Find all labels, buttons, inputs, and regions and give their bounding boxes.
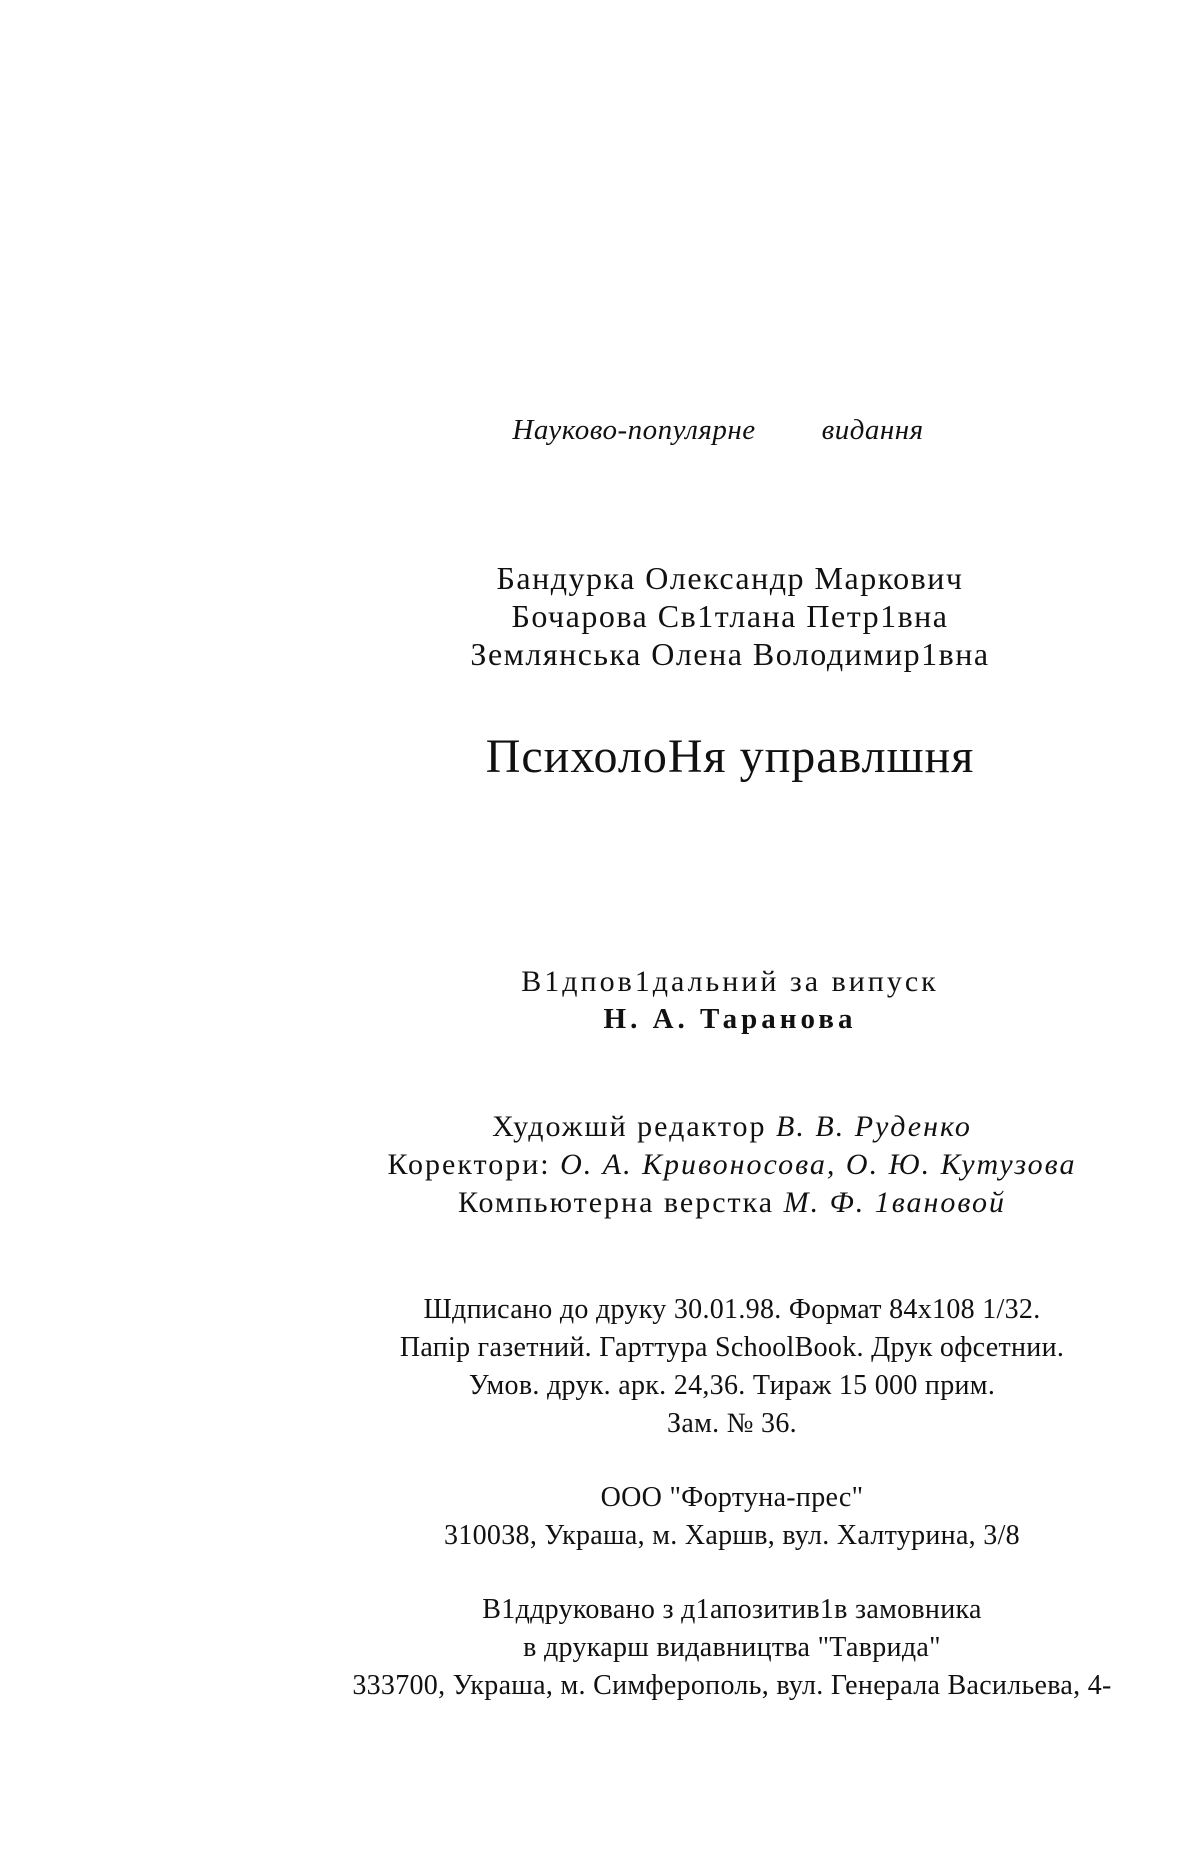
layout-label: Компьютерна верстка: [457, 1186, 775, 1219]
responsible-label: В1дпов1дальний за випуск: [521, 965, 939, 998]
art-editor-line: [132, 1112, 1200, 1142]
print-info-1: Шдписано до друку 30.01.98. Формат 84x108 1/32.: [423, 1294, 1041, 1325]
author-3: Землянська Олена Володимир1вна: [470, 636, 990, 672]
genre-part-1: Науково-популярне: [512, 414, 756, 446]
art-editor-label: Художшй редактор: [492, 1110, 767, 1143]
genre-label: [118, 416, 1200, 445]
proofreaders-names: О. А. Кривоносова, О. Ю. Кутузова: [560, 1148, 1077, 1181]
layout-line: [132, 1188, 1200, 1218]
printer-line-2: в друкарш видавництва "Таврида": [523, 1632, 941, 1663]
print-info-2: Папір газетний. Гарттура SchoolBook. Друк офсетнии.: [399, 1332, 1065, 1363]
publisher-address: 310038, Украша, м. Харшв, вул. Халтурина, 3/8: [444, 1520, 1020, 1551]
genre-part-2: видання: [821, 414, 924, 446]
author-2: Бочарова Св1тлана Петр1вна: [511, 598, 949, 634]
publisher-name: ООО "Фортуна-прес": [600, 1482, 864, 1513]
printer-line-1: В1ддруковано з д1апозитив1в замовника: [482, 1594, 982, 1625]
printer-line-3: 333700, Украша, м. Симферополь, вул. Генерала Васильева, 4-: [352, 1670, 1112, 1701]
print-info-4: Зам. № 36.: [667, 1408, 797, 1439]
book-title: ПсихолоНя управлшня: [485, 730, 975, 783]
author-1: Бандурка Олександр Маркович: [496, 560, 964, 596]
proofreaders-label: Коректори:: [387, 1148, 551, 1181]
art-editor-name: В. В. Руденко: [776, 1110, 972, 1143]
print-info-3: Умов. друк. арк. 24,36. Тираж 15 000 прим.: [468, 1370, 996, 1401]
layout-name: М. Ф. 1вановой: [783, 1186, 1007, 1219]
responsible-name: Н. А. Таранова: [603, 1003, 857, 1035]
proofreaders-line: [132, 1150, 1200, 1180]
